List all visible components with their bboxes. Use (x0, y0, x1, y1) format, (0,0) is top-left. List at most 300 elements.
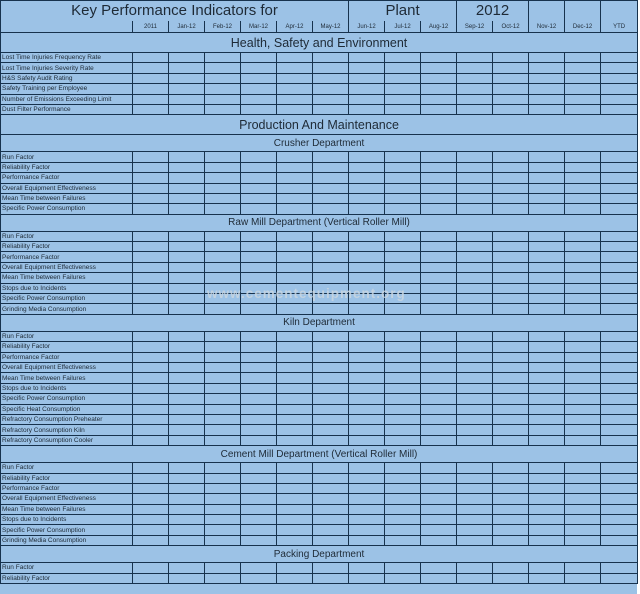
value-cell[interactable] (421, 262, 457, 272)
value-cell[interactable] (205, 73, 241, 83)
value-cell[interactable] (493, 304, 529, 314)
value-cell[interactable] (205, 435, 241, 445)
value-cell[interactable] (133, 94, 169, 104)
value-cell[interactable] (529, 173, 565, 183)
value-cell[interactable] (349, 63, 385, 73)
value-cell[interactable] (277, 173, 313, 183)
value-cell[interactable] (277, 463, 313, 473)
metric-label[interactable]: Performance Factor (1, 252, 133, 262)
value-cell[interactable] (457, 152, 493, 162)
value-cell[interactable] (493, 152, 529, 162)
value-cell[interactable] (565, 383, 601, 393)
value-cell[interactable] (529, 515, 565, 525)
value-cell[interactable] (313, 162, 349, 172)
value-cell[interactable] (349, 283, 385, 293)
value-cell[interactable] (241, 463, 277, 473)
value-cell[interactable] (457, 473, 493, 483)
value-cell[interactable] (277, 494, 313, 504)
value-cell[interactable] (349, 193, 385, 203)
value-cell[interactable] (241, 104, 277, 114)
value-cell[interactable] (385, 473, 421, 483)
column-header[interactable]: Dec-12 (565, 21, 601, 33)
value-cell[interactable] (457, 563, 493, 573)
metric-label[interactable]: Run Factor (1, 152, 133, 162)
value-cell[interactable] (313, 53, 349, 63)
value-cell[interactable] (349, 183, 385, 193)
value-cell[interactable] (349, 373, 385, 383)
value-cell[interactable] (529, 573, 565, 583)
metric-label[interactable]: Overall Equipment Effectiveness (1, 362, 133, 372)
value-cell[interactable] (169, 473, 205, 483)
value-cell[interactable] (385, 94, 421, 104)
value-cell[interactable] (385, 414, 421, 424)
value-cell[interactable] (349, 383, 385, 393)
value-cell[interactable] (493, 573, 529, 583)
value-cell[interactable] (133, 104, 169, 114)
value-cell[interactable] (241, 94, 277, 104)
title-empty-cell[interactable] (601, 1, 638, 22)
value-cell[interactable] (349, 515, 385, 525)
value-cell[interactable] (601, 252, 638, 262)
value-cell[interactable] (349, 242, 385, 252)
value-cell[interactable] (493, 204, 529, 214)
value-cell[interactable] (421, 504, 457, 514)
value-cell[interactable] (313, 504, 349, 514)
column-header[interactable]: Nov-12 (529, 21, 565, 33)
value-cell[interactable] (313, 362, 349, 372)
value-cell[interactable] (493, 483, 529, 493)
value-cell[interactable] (565, 152, 601, 162)
metric-label[interactable]: Mean Time between Failures (1, 504, 133, 514)
column-header[interactable]: Oct-12 (493, 21, 529, 33)
value-cell[interactable] (601, 473, 638, 483)
value-cell[interactable] (313, 494, 349, 504)
value-cell[interactable] (133, 242, 169, 252)
value-cell[interactable] (601, 494, 638, 504)
value-cell[interactable] (205, 473, 241, 483)
value-cell[interactable] (133, 404, 169, 414)
value-cell[interactable] (313, 294, 349, 304)
value-cell[interactable] (277, 53, 313, 63)
value-cell[interactable] (493, 193, 529, 203)
value-cell[interactable] (313, 331, 349, 341)
value-cell[interactable] (277, 563, 313, 573)
metric-label[interactable]: Lost Time Injuries Frequency Rate (1, 53, 133, 63)
value-cell[interactable] (313, 525, 349, 535)
value-cell[interactable] (565, 352, 601, 362)
value-cell[interactable] (205, 362, 241, 372)
value-cell[interactable] (493, 73, 529, 83)
value-cell[interactable] (313, 414, 349, 424)
value-cell[interactable] (493, 104, 529, 114)
value-cell[interactable] (529, 104, 565, 114)
value-cell[interactable] (133, 494, 169, 504)
value-cell[interactable] (601, 404, 638, 414)
section-title[interactable]: Health, Safety and Environment (1, 33, 638, 53)
value-cell[interactable] (385, 573, 421, 583)
value-cell[interactable] (601, 63, 638, 73)
value-cell[interactable] (385, 231, 421, 241)
value-cell[interactable] (529, 294, 565, 304)
value-cell[interactable] (349, 84, 385, 94)
value-cell[interactable] (169, 53, 205, 63)
value-cell[interactable] (565, 273, 601, 283)
value-cell[interactable] (529, 504, 565, 514)
value-cell[interactable] (349, 104, 385, 114)
value-cell[interactable] (565, 173, 601, 183)
value-cell[interactable] (421, 342, 457, 352)
value-cell[interactable] (133, 262, 169, 272)
value-cell[interactable] (601, 242, 638, 252)
value-cell[interactable] (421, 273, 457, 283)
value-cell[interactable] (457, 73, 493, 83)
value-cell[interactable] (241, 573, 277, 583)
value-cell[interactable] (421, 414, 457, 424)
value-cell[interactable] (529, 162, 565, 172)
value-cell[interactable] (385, 535, 421, 545)
value-cell[interactable] (241, 204, 277, 214)
value-cell[interactable] (385, 504, 421, 514)
value-cell[interactable] (601, 342, 638, 352)
value-cell[interactable] (421, 394, 457, 404)
value-cell[interactable] (133, 483, 169, 493)
value-cell[interactable] (457, 162, 493, 172)
value-cell[interactable] (277, 394, 313, 404)
value-cell[interactable] (205, 352, 241, 362)
value-cell[interactable] (565, 494, 601, 504)
column-header[interactable]: Sep-12 (457, 21, 493, 33)
value-cell[interactable] (565, 404, 601, 414)
value-cell[interactable] (421, 294, 457, 304)
value-cell[interactable] (349, 394, 385, 404)
metric-label[interactable]: Specific Power Consumption (1, 525, 133, 535)
value-cell[interactable] (169, 262, 205, 272)
value-cell[interactable] (313, 394, 349, 404)
title-empty-cell[interactable] (529, 1, 565, 22)
value-cell[interactable] (421, 352, 457, 362)
value-cell[interactable] (169, 231, 205, 241)
value-cell[interactable] (529, 473, 565, 483)
value-cell[interactable] (133, 53, 169, 63)
value-cell[interactable] (565, 331, 601, 341)
department-title[interactable]: Crusher Department (1, 135, 638, 152)
value-cell[interactable] (241, 173, 277, 183)
value-cell[interactable] (133, 331, 169, 341)
value-cell[interactable] (277, 331, 313, 341)
value-cell[interactable] (565, 525, 601, 535)
value-cell[interactable] (385, 483, 421, 493)
value-cell[interactable] (493, 504, 529, 514)
value-cell[interactable] (169, 94, 205, 104)
value-cell[interactable] (313, 435, 349, 445)
value-cell[interactable] (241, 494, 277, 504)
value-cell[interactable] (529, 414, 565, 424)
value-cell[interactable] (421, 425, 457, 435)
value-cell[interactable] (529, 394, 565, 404)
value-cell[interactable] (529, 563, 565, 573)
value-cell[interactable] (169, 193, 205, 203)
column-header[interactable]: Jun-12 (349, 21, 385, 33)
value-cell[interactable] (169, 104, 205, 114)
value-cell[interactable] (133, 394, 169, 404)
value-cell[interactable] (601, 84, 638, 94)
value-cell[interactable] (241, 242, 277, 252)
value-cell[interactable] (133, 383, 169, 393)
value-cell[interactable] (205, 331, 241, 341)
value-cell[interactable] (313, 383, 349, 393)
value-cell[interactable] (493, 515, 529, 525)
value-cell[interactable] (385, 183, 421, 193)
value-cell[interactable] (313, 152, 349, 162)
value-cell[interactable] (565, 84, 601, 94)
value-cell[interactable] (565, 242, 601, 252)
value-cell[interactable] (133, 515, 169, 525)
value-cell[interactable] (133, 162, 169, 172)
value-cell[interactable] (421, 193, 457, 203)
value-cell[interactable] (133, 473, 169, 483)
value-cell[interactable] (565, 463, 601, 473)
value-cell[interactable] (421, 473, 457, 483)
value-cell[interactable] (169, 352, 205, 362)
value-cell[interactable] (529, 435, 565, 445)
value-cell[interactable] (169, 425, 205, 435)
value-cell[interactable] (529, 73, 565, 83)
value-cell[interactable] (241, 283, 277, 293)
value-cell[interactable] (205, 294, 241, 304)
value-cell[interactable] (457, 525, 493, 535)
value-cell[interactable] (205, 515, 241, 525)
value-cell[interactable] (241, 162, 277, 172)
value-cell[interactable] (601, 573, 638, 583)
value-cell[interactable] (169, 183, 205, 193)
value-cell[interactable] (457, 63, 493, 73)
value-cell[interactable] (277, 525, 313, 535)
section-title[interactable]: Production And Maintenance (1, 115, 638, 135)
value-cell[interactable] (205, 525, 241, 535)
value-cell[interactable] (349, 152, 385, 162)
value-cell[interactable] (493, 242, 529, 252)
metric-label[interactable]: Reliability Factor (1, 162, 133, 172)
value-cell[interactable] (205, 373, 241, 383)
value-cell[interactable] (493, 331, 529, 341)
value-cell[interactable] (169, 73, 205, 83)
value-cell[interactable] (493, 473, 529, 483)
value-cell[interactable] (349, 535, 385, 545)
value-cell[interactable] (601, 283, 638, 293)
value-cell[interactable] (277, 204, 313, 214)
value-cell[interactable] (601, 231, 638, 241)
value-cell[interactable] (277, 73, 313, 83)
value-cell[interactable] (205, 104, 241, 114)
value-cell[interactable] (457, 183, 493, 193)
value-cell[interactable] (457, 425, 493, 435)
value-cell[interactable] (385, 84, 421, 94)
value-cell[interactable] (601, 563, 638, 573)
value-cell[interactable] (565, 573, 601, 583)
value-cell[interactable] (313, 63, 349, 73)
value-cell[interactable] (349, 483, 385, 493)
value-cell[interactable] (421, 231, 457, 241)
value-cell[interactable] (493, 252, 529, 262)
value-cell[interactable] (277, 283, 313, 293)
value-cell[interactable] (241, 473, 277, 483)
value-cell[interactable] (205, 63, 241, 73)
value-cell[interactable] (385, 173, 421, 183)
value-cell[interactable] (349, 204, 385, 214)
value-cell[interactable] (205, 394, 241, 404)
value-cell[interactable] (133, 193, 169, 203)
value-cell[interactable] (421, 404, 457, 414)
column-header[interactable]: Jan-12 (169, 21, 205, 33)
value-cell[interactable] (349, 414, 385, 424)
value-cell[interactable] (565, 252, 601, 262)
value-cell[interactable] (601, 304, 638, 314)
value-cell[interactable] (457, 383, 493, 393)
value-cell[interactable] (529, 193, 565, 203)
value-cell[interactable] (457, 504, 493, 514)
value-cell[interactable] (349, 304, 385, 314)
value-cell[interactable] (385, 394, 421, 404)
value-cell[interactable] (205, 463, 241, 473)
value-cell[interactable] (241, 483, 277, 493)
value-cell[interactable] (421, 515, 457, 525)
value-cell[interactable] (313, 573, 349, 583)
value-cell[interactable] (277, 362, 313, 372)
value-cell[interactable] (565, 342, 601, 352)
value-cell[interactable] (385, 73, 421, 83)
value-cell[interactable] (241, 231, 277, 241)
value-cell[interactable] (385, 252, 421, 262)
value-cell[interactable] (601, 94, 638, 104)
value-cell[interactable] (169, 525, 205, 535)
value-cell[interactable] (313, 373, 349, 383)
value-cell[interactable] (529, 283, 565, 293)
value-cell[interactable] (277, 183, 313, 193)
value-cell[interactable] (169, 504, 205, 514)
value-cell[interactable] (565, 53, 601, 63)
value-cell[interactable] (385, 331, 421, 341)
value-cell[interactable] (277, 404, 313, 414)
value-cell[interactable] (457, 573, 493, 583)
value-cell[interactable] (313, 483, 349, 493)
value-cell[interactable] (133, 252, 169, 262)
value-cell[interactable] (277, 435, 313, 445)
value-cell[interactable] (493, 283, 529, 293)
value-cell[interactable] (565, 483, 601, 493)
value-cell[interactable] (385, 404, 421, 414)
value-cell[interactable] (601, 504, 638, 514)
value-cell[interactable] (277, 262, 313, 272)
department-title[interactable]: Kiln Department (1, 314, 638, 331)
column-header[interactable]: Mar-12 (241, 21, 277, 33)
value-cell[interactable] (457, 331, 493, 341)
value-cell[interactable] (205, 304, 241, 314)
value-cell[interactable] (601, 435, 638, 445)
value-cell[interactable] (313, 231, 349, 241)
value-cell[interactable] (277, 104, 313, 114)
value-cell[interactable] (529, 273, 565, 283)
value-cell[interactable] (421, 283, 457, 293)
value-cell[interactable] (205, 342, 241, 352)
value-cell[interactable] (565, 515, 601, 525)
value-cell[interactable] (565, 504, 601, 514)
column-header[interactable]: Aug-12 (421, 21, 457, 33)
metric-label[interactable]: Stops due to Incidents (1, 515, 133, 525)
value-cell[interactable] (565, 193, 601, 203)
value-cell[interactable] (133, 463, 169, 473)
value-cell[interactable] (277, 573, 313, 583)
value-cell[interactable] (421, 162, 457, 172)
metric-label[interactable]: Mean Time between Failures (1, 373, 133, 383)
value-cell[interactable] (457, 84, 493, 94)
value-cell[interactable] (493, 273, 529, 283)
value-cell[interactable] (205, 193, 241, 203)
value-cell[interactable] (529, 262, 565, 272)
value-cell[interactable] (241, 504, 277, 514)
value-cell[interactable] (385, 304, 421, 314)
value-cell[interactable] (169, 515, 205, 525)
metric-label[interactable]: Grinding Media Consumption (1, 535, 133, 545)
value-cell[interactable] (277, 483, 313, 493)
value-cell[interactable] (313, 94, 349, 104)
value-cell[interactable] (457, 352, 493, 362)
value-cell[interactable] (457, 394, 493, 404)
value-cell[interactable] (169, 373, 205, 383)
value-cell[interactable] (241, 373, 277, 383)
value-cell[interactable] (565, 535, 601, 545)
value-cell[interactable] (565, 362, 601, 372)
value-cell[interactable] (529, 242, 565, 252)
value-cell[interactable] (169, 252, 205, 262)
value-cell[interactable] (421, 373, 457, 383)
value-cell[interactable] (349, 352, 385, 362)
value-cell[interactable] (385, 463, 421, 473)
value-cell[interactable] (205, 425, 241, 435)
value-cell[interactable] (529, 352, 565, 362)
value-cell[interactable] (205, 504, 241, 514)
value-cell[interactable] (385, 63, 421, 73)
value-cell[interactable] (169, 535, 205, 545)
value-cell[interactable] (457, 463, 493, 473)
value-cell[interactable] (601, 193, 638, 203)
value-cell[interactable] (277, 473, 313, 483)
value-cell[interactable] (493, 404, 529, 414)
value-cell[interactable] (241, 273, 277, 283)
value-cell[interactable] (493, 183, 529, 193)
value-cell[interactable] (133, 563, 169, 573)
value-cell[interactable] (385, 262, 421, 272)
value-cell[interactable] (565, 294, 601, 304)
value-cell[interactable] (493, 563, 529, 573)
value-cell[interactable] (313, 404, 349, 414)
metric-label[interactable]: Run Factor (1, 231, 133, 241)
value-cell[interactable] (457, 53, 493, 63)
value-cell[interactable] (205, 242, 241, 252)
value-cell[interactable] (241, 331, 277, 341)
value-cell[interactable] (277, 193, 313, 203)
value-cell[interactable] (205, 173, 241, 183)
value-cell[interactable] (601, 162, 638, 172)
value-cell[interactable] (133, 414, 169, 424)
value-cell[interactable] (277, 84, 313, 94)
value-cell[interactable] (529, 404, 565, 414)
value-cell[interactable] (457, 304, 493, 314)
value-cell[interactable] (277, 63, 313, 73)
column-header[interactable]: Jul-12 (385, 21, 421, 33)
value-cell[interactable] (457, 435, 493, 445)
value-cell[interactable] (169, 573, 205, 583)
value-cell[interactable] (349, 525, 385, 535)
